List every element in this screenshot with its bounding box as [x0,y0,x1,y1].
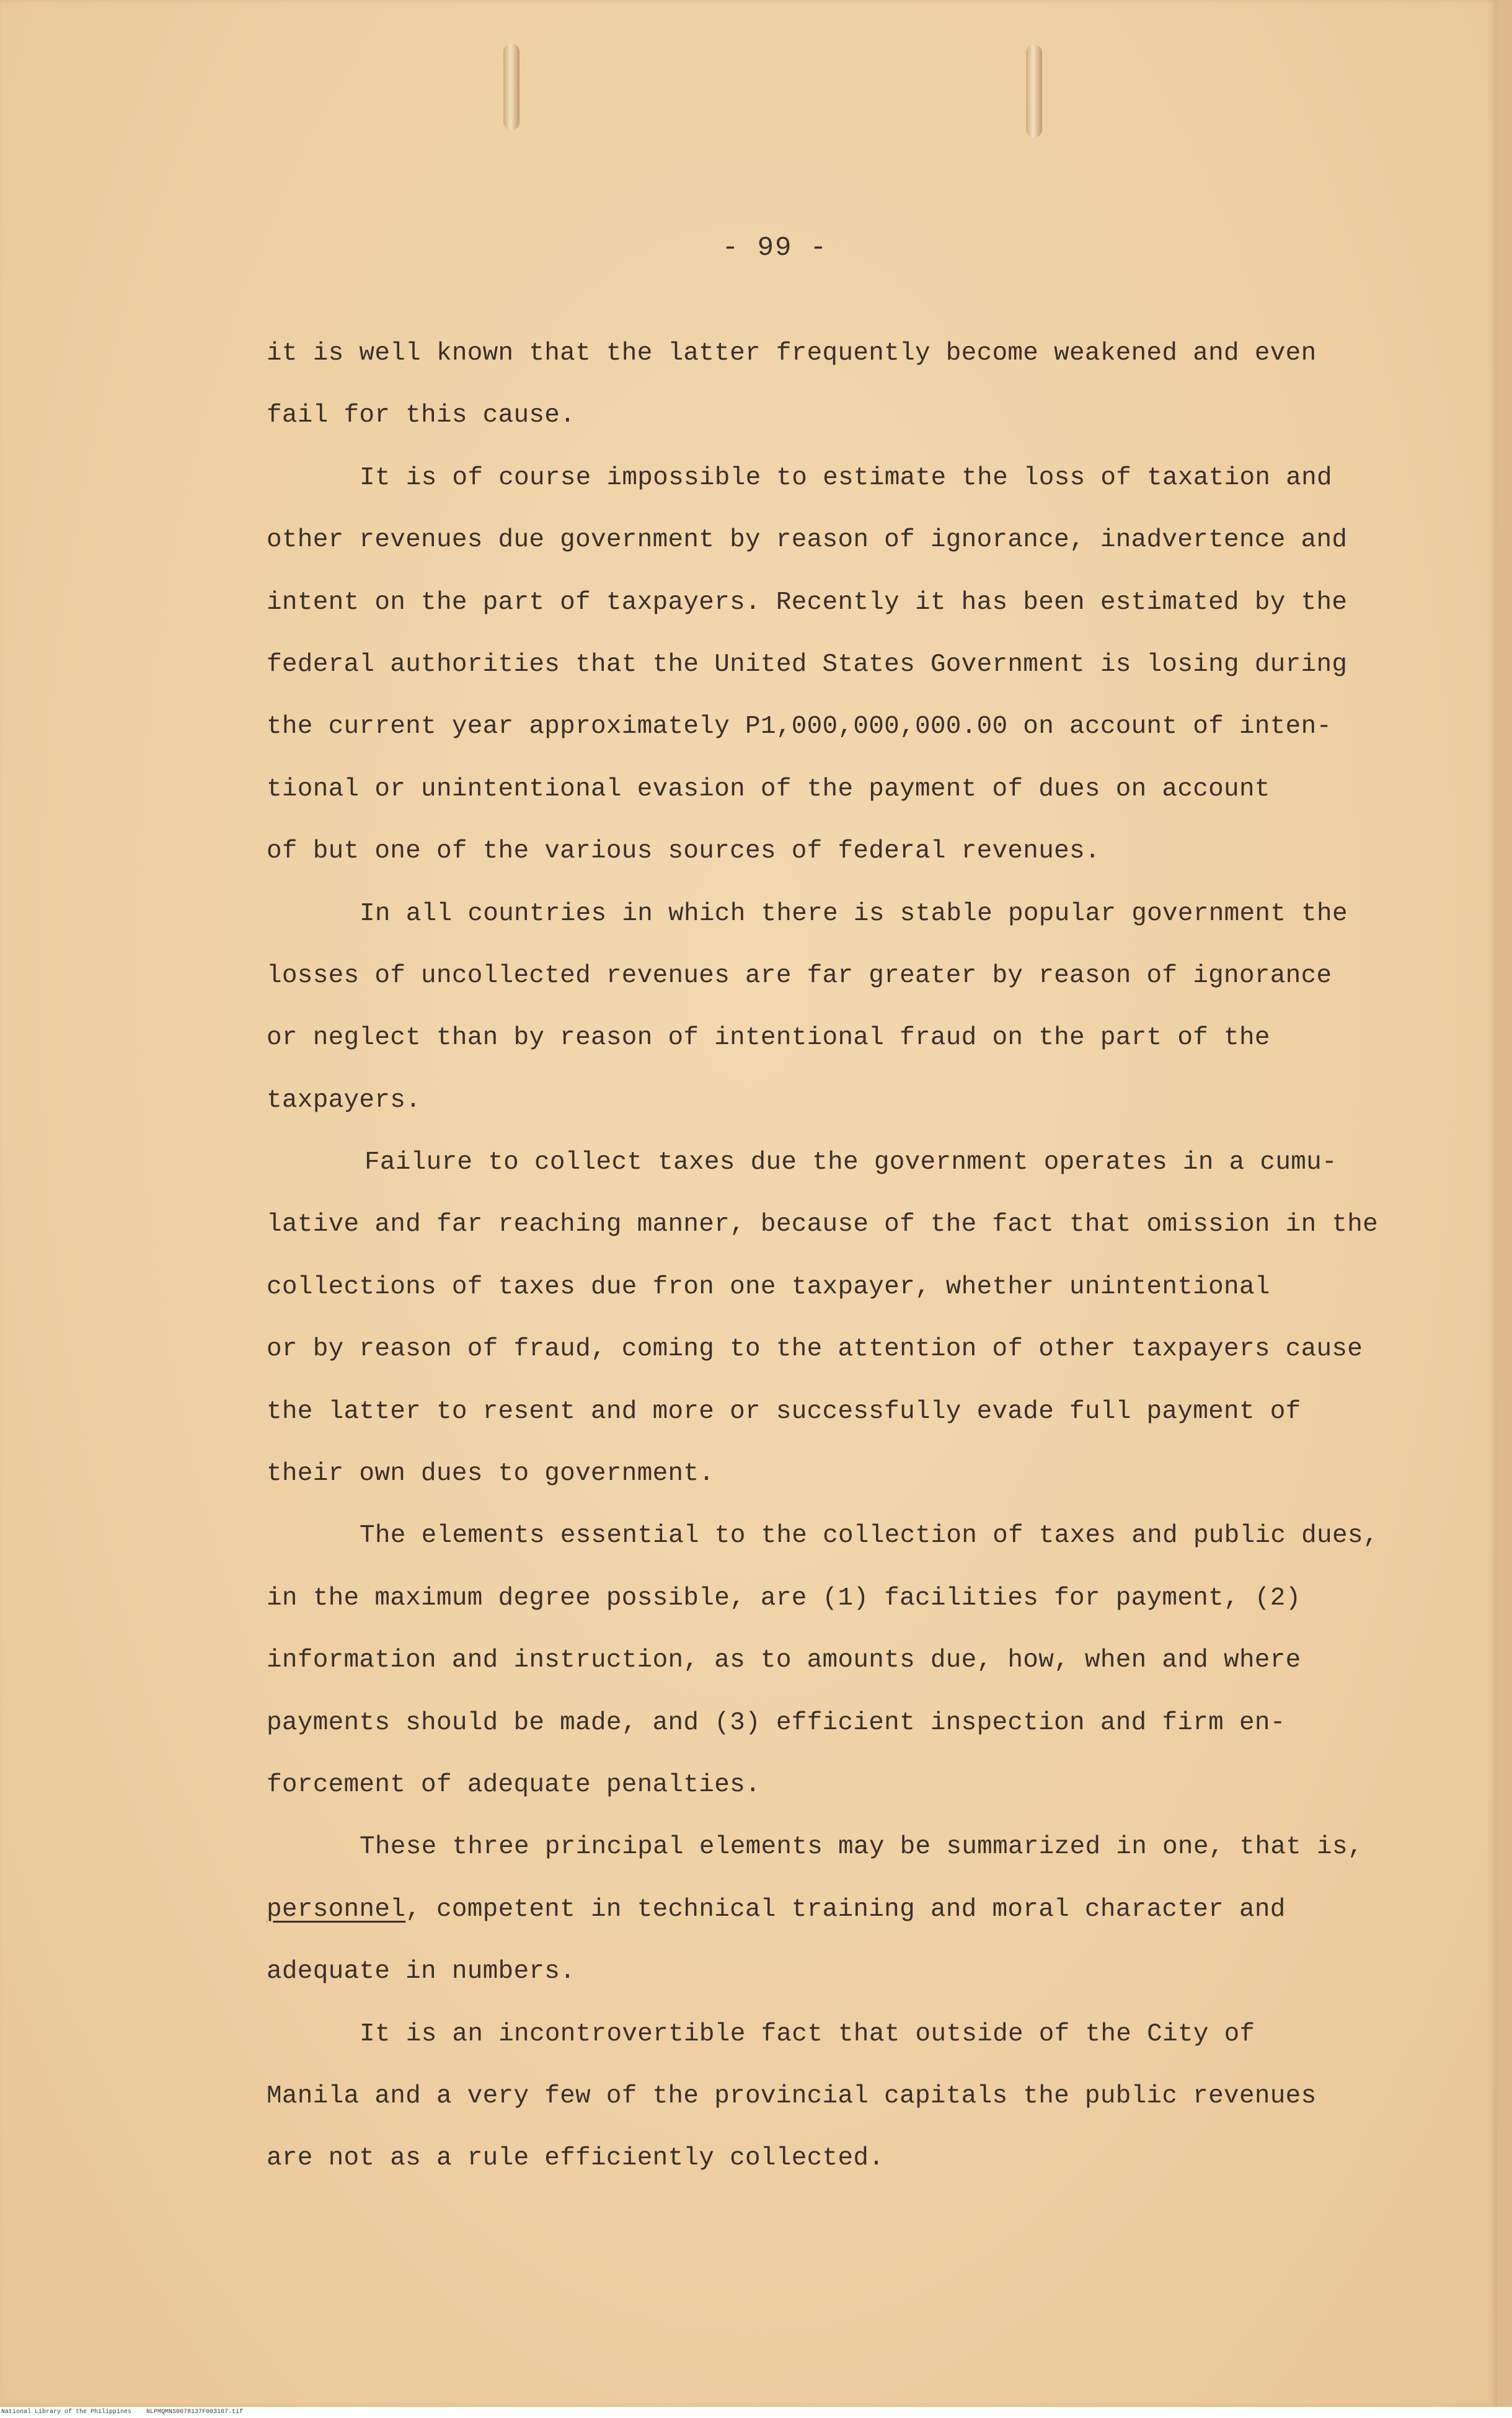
page-edge [1497,0,1512,2418]
text-line: it is well known that the latter frequently become weakened and even [267,339,1317,368]
text-line: fail for this cause. [267,401,576,430]
text-line: federal authorities that the United States Government is losing during [267,650,1348,679]
text-segment: , competent in technical training and moral character and [405,1895,1286,1924]
text-line: information and instruction, as to amounts due, how, when and where [267,1646,1301,1675]
text-line: their own dues to government. [267,1459,715,1489]
underlined-word: personnel [267,1895,406,1924]
text-line: are not as a rule efficiently collected. [267,2144,885,2173]
text-line: or neglect than by reason of intentional fraud on the part of the [267,1024,1270,1053]
text-line: taxpayers. [267,1086,422,1115]
page-number: - 99 - [722,232,828,264]
paragraph-start: It is of course impossible to estimate the loss of taxation and [360,463,1332,492]
paragraph-start: In all countries in which there is stable popular government the [360,899,1348,928]
staple-hole [1026,45,1042,138]
archive-footer: National Library of the Philippines NLPMQMNS0078137F003107.tif [1,2409,497,2416]
text-line: payments should be made, and (3) efficient inspection and firm en- [267,1708,1286,1737]
paragraph-start: These three principal elements may be summarized in one, that is, [360,1833,1363,1862]
paragraph-start: Failure to collect taxes due the government operates in a cumu- [365,1148,1337,1177]
text-line: other revenues due government by reason of ignorance, inadvertence and [267,526,1348,555]
text-line: Manila and a very few of the provincial capitals the public revenues [267,2081,1317,2110]
text-line: in the maximum degree possible, are (1) facilities for payment, (2) [267,1583,1301,1613]
text-line: of but one of the various sources of federal revenues. [267,837,1100,866]
text-line: forcement of adequate penalties. [267,1770,761,1799]
text-line: adequate in numbers. [267,1957,576,1986]
text-line: lative and far reaching manner, because of the fact that omission in the [267,1210,1379,1239]
text-line: intent on the part of taxpayers. Recently it has been estimated by the [267,588,1348,617]
text-line: the current year approximately P1,000,000,000.00 on account of inten- [267,712,1332,742]
text-line: tional or unintentional evasion of the payment of dues on account [267,774,1270,804]
paragraph-start: The elements essential to the collection of taxes and public dues, [360,1521,1379,1551]
paragraph-start: It is an incontrovertible fact that outside of the City of [360,2019,1255,2048]
text-line: or by reason of fraud, coming to the attention of other taxpayers cause [267,1335,1363,1364]
text-line: losses of uncollected revenues are far greater by reason of ignorance [267,961,1332,990]
staple-hole [503,43,519,130]
text-line: collections of taxes due fron one taxpayer, whether unintentional [267,1272,1270,1301]
text-line [267,1879,1413,1941]
text-line: the latter to resent and more or successfully evade full payment of [267,1397,1301,1426]
body-text [267,322,1413,2190]
